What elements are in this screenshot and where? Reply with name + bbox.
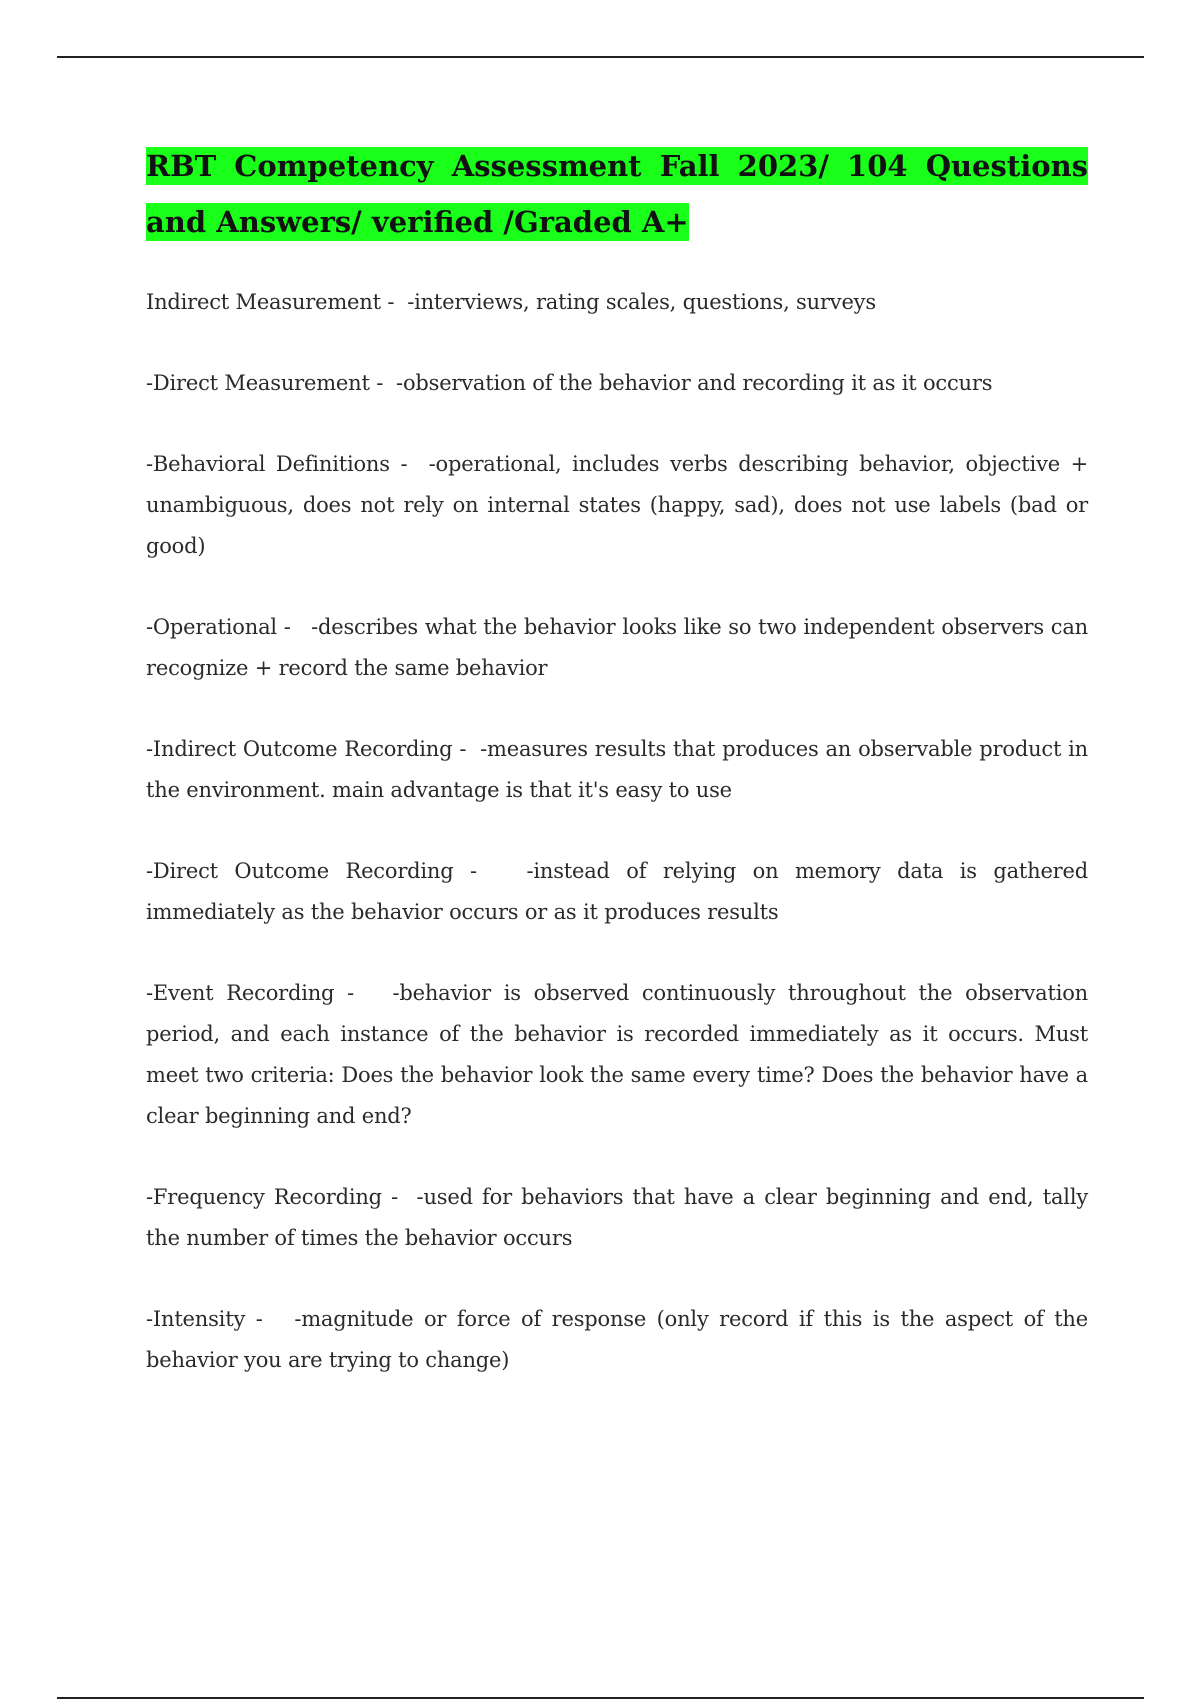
document-body <box>146 138 1088 1421</box>
entry-definition: -measures results that produces an observable product in the environment. main advantage is that it's easy to use <box>146 737 1088 802</box>
entry-definition: -instead of relying on memory data is gathered immediately as the behavior occurs or as it produces results <box>146 859 1088 924</box>
top-divider <box>57 56 1144 58</box>
entry-term: -Behavioral Definitions - <box>146 452 429 476</box>
entry-definition: -operational, includes verbs describing behavior, objective + unambiguous, does not rely on internal states (happy, sad), does not use labels (bad or good) <box>146 452 1088 558</box>
qa-entry <box>146 729 1088 811</box>
qa-entry <box>146 973 1088 1137</box>
bottom-divider <box>57 1697 1144 1699</box>
qa-entry <box>146 607 1088 689</box>
qa-entry <box>146 444 1088 567</box>
entry-definition: -interviews, rating scales, questions, surveys <box>407 290 876 314</box>
title-highlight: RBT Competency Assessment Fall 2023/ 104 Questions and Answers/ verified /Graded A+ <box>146 149 1088 239</box>
entry-definition: -behavior is observed continuously throughout the observation period, and each instance of the behavior is recorded immediately as it occurs. Must meet two criteria: Does the behavior look the same every time? Does the behavior have a clear beginning and end? <box>146 981 1089 1128</box>
qa-entry <box>146 1299 1088 1381</box>
entry-term: Indirect Measurement - <box>146 290 407 314</box>
entry-term: -Event Recording - <box>146 981 380 1005</box>
document-title <box>146 138 1088 250</box>
entry-term: -Operational - <box>146 615 304 639</box>
entry-definition: -observation of the behavior and recording it as it occurs <box>396 371 993 395</box>
entry-term: -Direct Measurement - <box>146 371 396 395</box>
entry-definition: -describes what the behavior looks like so two independent observers can recognize + record the same behavior <box>146 615 1089 680</box>
entry-term: -Frequency Recording - <box>146 1185 417 1209</box>
entry-term: -Direct Outcome Recording - <box>146 859 510 883</box>
entry-definition: -used for behaviors that have a clear beginning and end, tally the number of times the behavior occurs <box>146 1185 1088 1250</box>
entry-term: -Intensity - <box>146 1307 284 1331</box>
entry-definition: -magnitude or force of response (only record if this is the aspect of the behavior you are trying to change) <box>146 1307 1088 1372</box>
qa-entry <box>146 363 1088 404</box>
entry-term: -Indirect Outcome Recording - <box>146 737 480 761</box>
qa-entry <box>146 851 1088 933</box>
qa-entry <box>146 1177 1088 1259</box>
qa-entry <box>146 282 1088 323</box>
